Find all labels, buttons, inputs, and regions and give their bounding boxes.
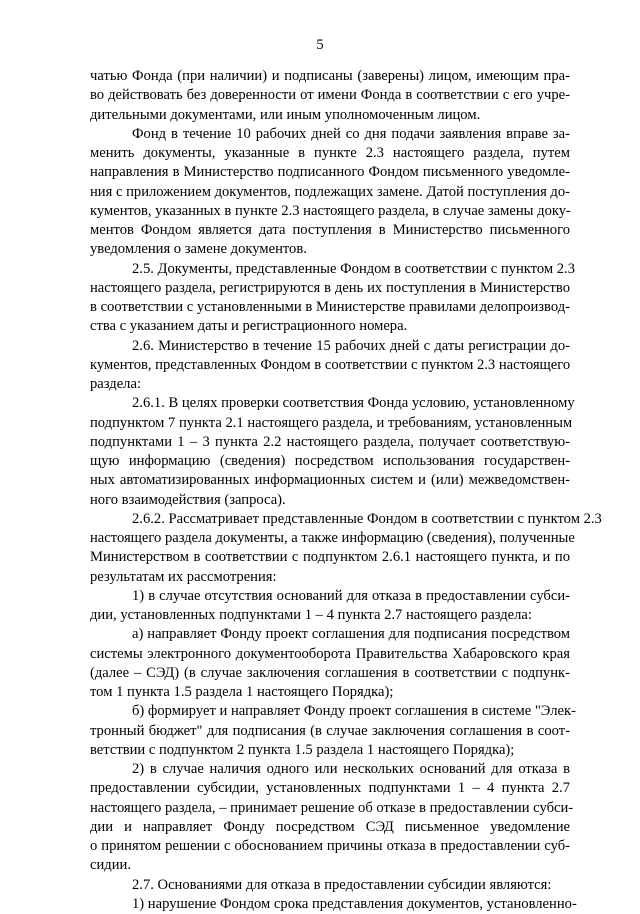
text-line: менить документы, указанные в пункте 2.3 настоящего раздела, путем bbox=[90, 145, 570, 161]
text-line: в соответствии с установленными в Министерстве правилами делопроизвод- bbox=[90, 299, 570, 315]
text-line: чатью Фонда (при наличии) и подписаны (заверены) лицом, имеющим пра- bbox=[90, 68, 570, 84]
text-line: 2.5. Документы, представленные Фондом в соответствии с пунктом 2.3 bbox=[132, 260, 575, 277]
text-line: настоящего раздела документы, а также информацию (сведения), полученные bbox=[90, 530, 575, 546]
text-line: уведомления о замене документов. bbox=[90, 241, 307, 258]
text-line: 2.6. Министерство в течение 15 рабочих дней с даты регистрации до- bbox=[132, 337, 570, 354]
text-line: настоящего раздела, регистрируются в день их поступления в Министерство bbox=[90, 279, 570, 296]
text-line: предоставлении субсидии, установленных подпунктами 1 – 4 пункта 2.7 bbox=[90, 780, 570, 797]
text-line: результатам их рассмотрения: bbox=[90, 568, 277, 585]
text-line: подпунктами 1 – 3 пункта 2.2 настоящего раздела, получает соответствую- bbox=[90, 433, 570, 450]
text-line: дии и направляет Фонду посредством СЭД письменное уведомление bbox=[90, 818, 570, 835]
page-number: 5 bbox=[316, 37, 324, 53]
text-line: настоящего раздела, – принимает решение об отказе в предоставлении субси- bbox=[90, 799, 574, 816]
text-line: сидии. bbox=[90, 857, 131, 874]
text-line: 2.6.1. В целях проверки соответствия Фонда условию, установленному bbox=[132, 395, 575, 412]
text-line: системы электронного документооборота Правительства Хабаровского края bbox=[90, 645, 570, 662]
text-line: ных автоматизированных информационных систем и (или) межведомствен- bbox=[90, 472, 570, 489]
text-line: направления в Министерство подписанного Фондом письменного уведомле- bbox=[90, 164, 570, 181]
text-line: (далее – СЭД) (в случае заключения соглашения в соответствии с подпунк- bbox=[90, 664, 570, 681]
text-line: ного взаимодействия (запроса). bbox=[90, 491, 286, 508]
text-line: 1) нарушение Фондом срока представления документов, установленно- bbox=[132, 895, 577, 912]
text-line: ветствии с подпунктом 2 пункта 1.5 раздела 1 настоящего Порядка); bbox=[90, 741, 515, 758]
text-line: во действовать без доверенности от имени Фонда в соответствии с его учре- bbox=[90, 87, 570, 104]
text-line: щую информацию (сведения) посредством использования государствен- bbox=[90, 453, 570, 469]
document-body bbox=[90, 67, 602, 914]
text-line: 2.6.2. Рассматривает представленные Фондом в соответствии с пунктом 2.3 bbox=[132, 510, 602, 527]
text-line: 2.7. Основаниями для отказа в предоставлении субсидии являются: bbox=[132, 876, 552, 893]
text-line: а) направляет Фонду проект соглашения для подписания посредством bbox=[132, 626, 570, 643]
text-line: раздела: bbox=[90, 376, 141, 392]
text-line: дии, установленных подпунктами 1 – 4 пункта 2.7 настоящего раздела: bbox=[90, 607, 532, 623]
text-line: ментов Фондом является дата поступления в Министерство письменного bbox=[90, 222, 570, 238]
text-line: 2) в случае наличия одного или нескольких оснований для отказа в bbox=[132, 761, 570, 777]
text-line: о принятом решении с обоснованием причины отказа в предоставлении суб- bbox=[90, 838, 570, 854]
text-line: дительными документами, или иным уполномоченным лицом. bbox=[90, 106, 481, 123]
text-line: том 1 пункта 1.5 раздела 1 настоящего Порядка); bbox=[90, 684, 394, 700]
text-line: б) формирует и направляет Фонду проект соглашения в системе "Элек- bbox=[132, 703, 576, 720]
text-line: тронный бюджет" для подписания (в случае заключения соглашения в соот- bbox=[90, 722, 570, 739]
text-line: кументов, представленных Фондом в соответствии с пунктом 2.3 настоящего bbox=[90, 356, 571, 373]
text-line: ния с приложением документов, подлежащих замене. Датой поступления до- bbox=[90, 183, 571, 200]
text-line: кументов, указанных в пункте 2.3 настоящего раздела, в случае замены доку- bbox=[90, 202, 571, 219]
text-line: ства с указанием даты и регистрационного номера. bbox=[90, 318, 408, 335]
text-line: 1) в случае отсутствия оснований для отказа в предоставлении субси- bbox=[132, 587, 570, 604]
text-line: подпунктом 7 пункта 2.1 настоящего раздела, и требованиям, установленным bbox=[90, 414, 573, 431]
text-line: Министерством в соответствии с подпунктом 2.6.1 настоящего пункта, и по bbox=[90, 549, 570, 566]
text-line: Фонд в течение 10 рабочих дней со дня подачи заявления вправе за- bbox=[132, 125, 570, 142]
